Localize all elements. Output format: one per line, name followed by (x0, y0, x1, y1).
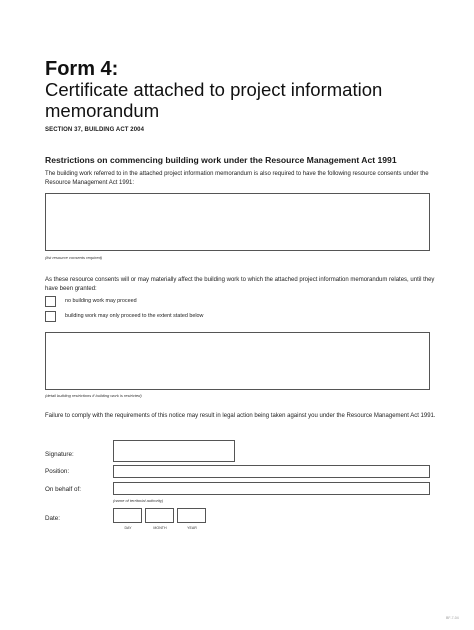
on-behalf-of-input[interactable] (113, 482, 430, 495)
date-month-input[interactable] (145, 508, 174, 523)
signature-field[interactable] (113, 440, 235, 462)
resource-consents-textarea[interactable] (45, 193, 430, 251)
year-label: YEAR (187, 526, 197, 530)
list-consents-note: (list resource consents required) (45, 255, 103, 260)
authority-note: (name of territorial authority) (113, 498, 164, 503)
month-label: MONTH (153, 526, 167, 530)
detail-restrictions-note: (detail building restrictions if building work is restricted) (45, 393, 142, 398)
intro-paragraph: The building work referred to in the attached project information memorandum is also required to have the following resource consents under the Resource Management Act 1991: (45, 171, 429, 186)
position-input[interactable] (113, 465, 430, 478)
affect-paragraph: As these resource consents will or may materially affect the building work to which the attached project information memorandum relates, until they have been granted: (45, 277, 435, 292)
date-day-input[interactable] (113, 508, 142, 523)
form-title: Certificate attached to project information memorandum (45, 79, 383, 121)
form-number: Form 4: (45, 58, 119, 80)
form-code: BF-7-04 (446, 616, 459, 620)
signature-label: Signature: (45, 451, 74, 458)
warning-paragraph: Failure to comply with the requirements of this notice may result in legal action being taken against you under the Resource Management Act 1991. (45, 413, 436, 419)
day-label: DAY (124, 526, 132, 530)
restricted-work-label: building work may only proceed to the extent stated below (65, 313, 204, 319)
on-behalf-of-label: On behalf of: (45, 486, 82, 493)
section-reference: SECTION 37, BUILDING ACT 2004 (45, 127, 145, 133)
restriction-details-textarea[interactable] (45, 332, 430, 390)
restricted-work-checkbox[interactable] (45, 311, 56, 322)
no-building-work-label: no building work may proceed (65, 298, 137, 304)
no-building-work-checkbox[interactable] (45, 296, 56, 307)
date-year-input[interactable] (177, 508, 206, 523)
restrictions-heading: Restrictions on commencing building work under the Resource Management Act 1991 (45, 155, 397, 165)
date-label: Date: (45, 515, 61, 522)
position-label: Position: (45, 468, 70, 475)
